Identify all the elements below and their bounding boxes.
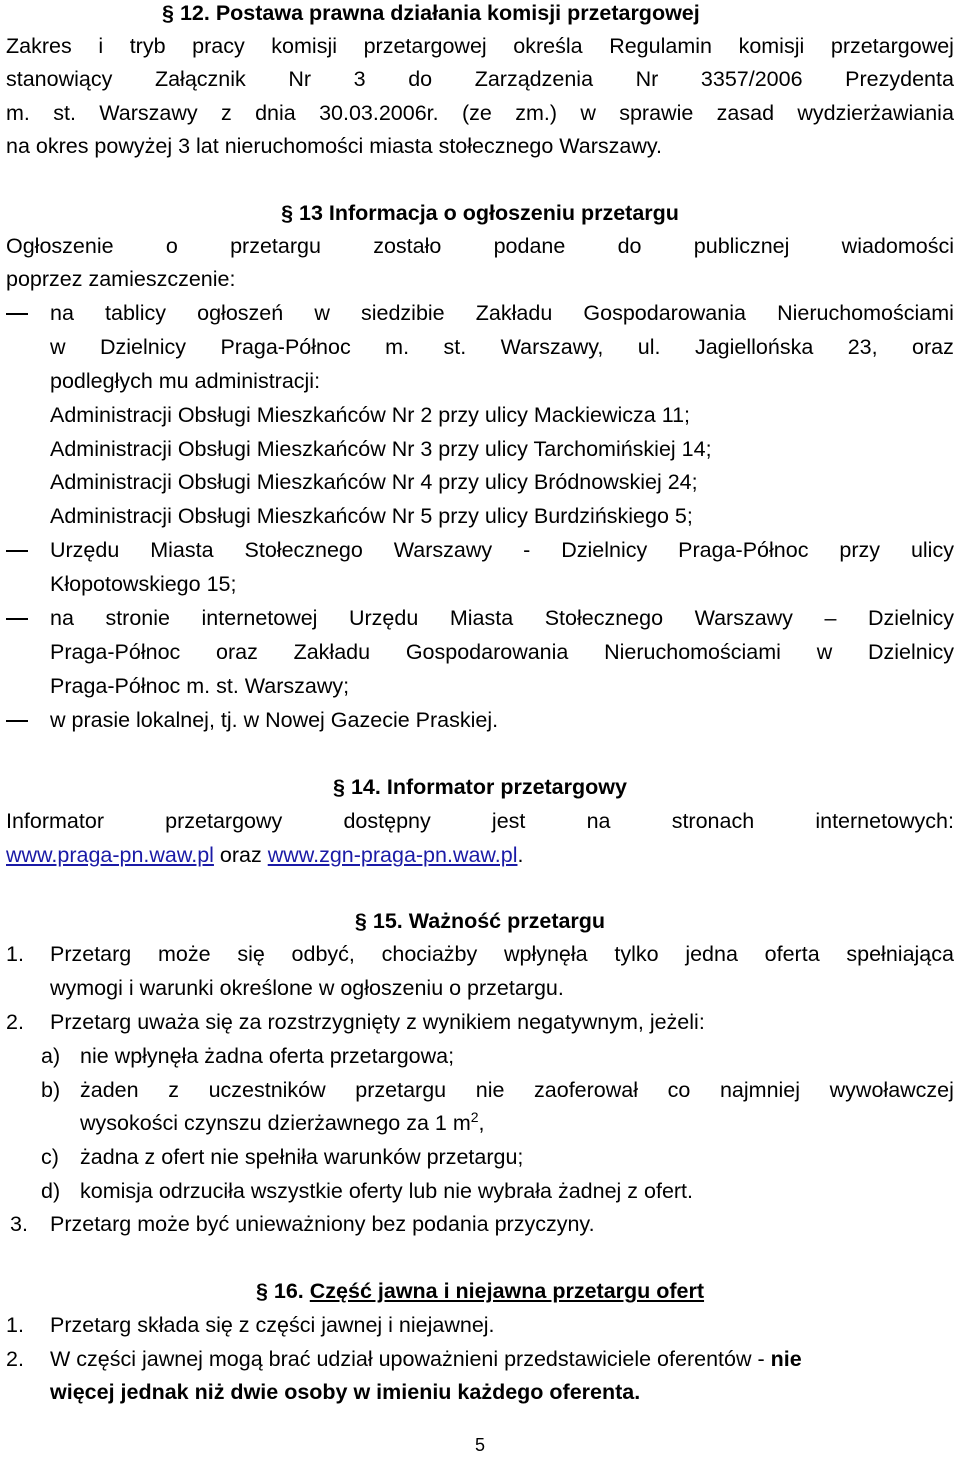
word: Zakres	[6, 34, 72, 58]
word: tryb	[129, 34, 166, 58]
word: Informator	[6, 809, 104, 833]
s14-line-2	[6, 842, 523, 868]
superscript: 2	[470, 1108, 479, 1125]
bullet-dash	[6, 313, 28, 315]
word: komisji	[271, 34, 337, 58]
section-13-heading	[0, 200, 960, 226]
s13-item2-line-1	[50, 537, 954, 563]
word: przetargu	[355, 1078, 447, 1102]
word: -	[523, 538, 531, 562]
word: wywoławczej	[829, 1078, 954, 1102]
word: Warszawy	[694, 606, 793, 630]
s13-admin-3: Administracji Obsługi Mieszkańców Nr 3 przy ulicy Tarchomińskiej 14;	[50, 437, 712, 461]
word: wydzierżawiania	[797, 101, 954, 125]
s12-line-2	[6, 66, 954, 92]
word: Jagiellońska	[694, 335, 814, 359]
section-sign: §	[281, 201, 294, 225]
word: może	[158, 942, 211, 966]
word: co	[667, 1078, 691, 1102]
s13-intro-line-2: poprzez zamieszczenie:	[6, 267, 236, 291]
section-number: 15.	[372, 909, 403, 933]
s15-item-b-line-2	[80, 1110, 485, 1136]
word: się	[237, 942, 265, 966]
s15-p3: Przetarg może być unieważniony bez podania przyczyny.	[50, 1212, 595, 1236]
word: Urzędu	[349, 606, 419, 630]
word: Zakładu	[293, 640, 371, 664]
word: i	[98, 34, 104, 58]
word: Nr	[635, 67, 659, 91]
word: tablicy	[105, 301, 166, 325]
s15-item-b-line-1	[80, 1077, 954, 1103]
word: przetargowy	[165, 809, 283, 833]
word: nie	[475, 1078, 505, 1102]
word: (ze	[461, 101, 492, 125]
item-b-label: b)	[41, 1078, 61, 1102]
word: z	[220, 101, 232, 125]
word: Praga-Północ	[220, 335, 351, 359]
word: Miasta	[150, 538, 214, 562]
word: Zakładu	[475, 301, 553, 325]
word: zostało	[373, 234, 442, 258]
word: 3357/2006	[700, 67, 803, 91]
word: Ogłoszenie	[6, 234, 114, 258]
word: Dzielnicy	[561, 538, 648, 562]
p2-number: 2.	[6, 1010, 24, 1034]
word: siedzibie	[360, 301, 445, 325]
bullet-dash	[6, 550, 28, 552]
word: stronie	[105, 606, 170, 630]
link-zgn-praga-pn[interactable]: www.zgn-praga-pn.waw.pl	[267, 843, 518, 867]
word: stanowiący	[6, 67, 113, 91]
word: do	[617, 234, 642, 258]
word: w	[580, 101, 596, 125]
s13-item4: w prasie lokalnej, tj. w Nowej Gazecie Praskiej.	[50, 708, 499, 732]
s12-line-1	[6, 33, 954, 59]
word: spełniająca	[846, 942, 954, 966]
page-number: 5	[474, 1435, 485, 1455]
word: Stołecznego	[244, 538, 363, 562]
word: oraz	[216, 640, 258, 664]
bullet-dash	[6, 720, 28, 722]
word: Gospodarowania	[583, 301, 746, 325]
section-14-heading	[0, 774, 960, 800]
word: Dzielnicy	[99, 335, 186, 359]
section-sign: §	[333, 775, 345, 799]
word: ogłoszeń	[197, 301, 284, 325]
word: żaden	[80, 1078, 139, 1102]
word: Warszawy	[393, 538, 493, 562]
word: dnia	[255, 101, 296, 125]
word: komisji	[738, 34, 805, 58]
word: Urzędu	[50, 538, 120, 562]
word: internetowych:	[815, 809, 954, 833]
word: sprawie	[619, 101, 694, 125]
word: Gospodarowania	[405, 640, 569, 664]
s16-p2-line-2: więcej jednak niż dwie osoby w imieniu każdego oferenta.	[50, 1380, 641, 1404]
word: Dzielnicy	[867, 606, 954, 630]
word: st.	[53, 101, 76, 125]
word: 30.03.2006r.	[319, 101, 439, 125]
word: jedna	[685, 942, 738, 966]
link-separator: oraz	[213, 843, 268, 867]
section-12-heading	[162, 0, 700, 26]
s15-item-c: żadna z ofert nie spełniła warunków przetargu;	[80, 1145, 524, 1169]
s16-p2-text: W części jawnej mogą brać udział upoważnieni przedstawiciele oferentów -	[50, 1347, 771, 1371]
word: na	[586, 809, 611, 833]
word: Warszawy,	[500, 335, 604, 359]
word: przetargowej	[830, 34, 954, 58]
word: Warszawy	[99, 101, 198, 125]
word: internetowej	[201, 606, 318, 630]
section-sign: §	[354, 909, 367, 933]
word: Stołecznego	[544, 606, 664, 630]
section-sign: §	[162, 1, 174, 25]
section-number: 12.	[179, 1, 210, 25]
s15-item-d: komisja odrzuciła wszystkie oferty lub nie wybrała żadnej z ofert.	[80, 1179, 694, 1203]
word: Zarządzenia	[474, 67, 594, 91]
s16-p2-line-1	[50, 1346, 802, 1372]
word: zasad	[716, 101, 775, 125]
s13-admin-2: Administracji Obsługi Mieszkańców Nr 2 przy ulicy Mackiewicza 11;	[50, 403, 691, 427]
s13-item3-line-3: Praga-Północ m. st. Warszawy;	[50, 674, 350, 698]
s13-item3-line-2	[50, 639, 954, 665]
word: Praga-Północ	[678, 538, 809, 562]
word: Nieruchomościami	[777, 301, 954, 325]
bullet-dash	[6, 618, 28, 620]
word: w	[816, 640, 833, 664]
word: m.	[6, 101, 30, 125]
word: chociażby	[381, 942, 478, 966]
item-a-label: a)	[41, 1044, 61, 1068]
word: ulicy	[910, 538, 954, 562]
s15-p1-line-2: wymogi i warunki określone w ogłoszeniu o przetargu.	[50, 976, 564, 1000]
word: publicznej	[693, 234, 790, 258]
period: .	[517, 843, 524, 867]
word: Prezydenta	[845, 67, 954, 91]
s13-item3-line-1	[50, 605, 954, 631]
s13-item1-line-1	[50, 300, 954, 326]
item-b-text: wysokości czynszu dzierżawnego za 1 m	[80, 1111, 471, 1135]
s12-line-3	[6, 100, 954, 126]
word: najmniej	[719, 1078, 801, 1102]
word: Załącznik	[154, 67, 246, 91]
s15-p2: Przetarg uważa się za rozstrzygnięty z wynikiem negatywnym, jeżeli:	[50, 1010, 705, 1034]
word: do	[408, 67, 433, 91]
word: –	[824, 606, 837, 630]
s13-item1-line-3: podległych mu administracji:	[50, 369, 321, 393]
word: podane	[493, 234, 566, 258]
s13-admin-4: Administracji Obsługi Mieszkańców Nr 4 przy ulicy Bródnowskiej 24;	[50, 470, 698, 494]
word: m.	[385, 335, 410, 359]
word: uczestników	[208, 1078, 326, 1102]
p2-number: 2.	[6, 1347, 24, 1371]
s13-admin-5: Administracji Obsługi Mieszkańców Nr 5 przy ulicy Burdzińskiego 5;	[50, 504, 693, 528]
word: Nieruchomościami	[604, 640, 781, 664]
s16-p1: Przetarg składa się z części jawnej i niejawnej.	[50, 1313, 495, 1337]
section-number: 14.	[350, 775, 381, 799]
word: Nr	[288, 67, 312, 91]
section-title: Ważność przetargu	[408, 909, 606, 933]
word: wiadomości	[841, 234, 954, 258]
section-title: Postawa prawna działania komisji przetargowej	[215, 1, 700, 25]
comma: ,	[478, 1111, 485, 1135]
word: określa	[513, 34, 583, 58]
word: Regulamin	[609, 34, 712, 58]
word: tylko	[614, 942, 659, 966]
word: wpłynęła	[503, 942, 588, 966]
section-title: Część jawna i niejawna przetargu ofert	[309, 1279, 705, 1303]
s14-line-1	[6, 808, 954, 834]
word: stronach	[671, 809, 755, 833]
section-15-heading	[0, 908, 960, 934]
word: Dzielnicy	[867, 640, 954, 664]
p1-number: 1.	[6, 1313, 24, 1337]
word: w	[314, 301, 330, 325]
word: oraz	[912, 335, 954, 359]
s15-item-a: nie wpłynęła żadna oferta przetargowa;	[80, 1044, 455, 1068]
word: pracy	[192, 34, 245, 58]
word: z	[168, 1078, 179, 1102]
word: w	[50, 335, 66, 359]
word: oferta	[764, 942, 820, 966]
word: Przetarg	[50, 942, 132, 966]
word: na	[50, 301, 74, 325]
section-title: Informator przetargowy	[386, 775, 627, 799]
word: 23,	[847, 335, 878, 359]
p3-number: 3.	[10, 1212, 28, 1236]
word: ul.	[637, 335, 661, 359]
p1-number: 1.	[6, 942, 24, 966]
s12-line-4: na okres powyżej 3 lat nieruchomości miasta stołecznego Warszawy.	[6, 134, 663, 158]
link-praga-pn[interactable]: www.praga-pn.waw.pl	[6, 843, 214, 867]
s13-intro-line-1	[6, 233, 954, 259]
word: przy	[839, 538, 881, 562]
word: przetargowej	[363, 34, 487, 58]
word: Praga-Północ	[50, 640, 181, 664]
word: zaoferował	[534, 1078, 639, 1102]
section-16-heading	[0, 1278, 960, 1304]
word: zm.)	[515, 101, 557, 125]
section-number: 16.	[273, 1279, 304, 1303]
s15-p1-line-1	[50, 941, 954, 967]
section-sign: §	[255, 1279, 268, 1303]
word: 3	[353, 67, 366, 91]
word: odbyć,	[291, 942, 355, 966]
word: st.	[443, 335, 467, 359]
s13-item2-line-2: Kłopotowskiego 15;	[50, 572, 237, 596]
word: o	[165, 234, 178, 258]
item-d-label: d)	[41, 1179, 61, 1203]
word: na	[50, 606, 74, 630]
word: Miasta	[449, 606, 514, 630]
word: przetargu	[230, 234, 321, 258]
word: dostępny	[343, 809, 431, 833]
section-title: 13 Informacja o ogłoszeniu przetargu	[299, 201, 679, 225]
s13-item1-line-2	[50, 334, 954, 360]
word: jest	[491, 809, 526, 833]
s16-p2-bold-start: nie	[770, 1347, 802, 1371]
item-c-label: c)	[41, 1145, 59, 1169]
